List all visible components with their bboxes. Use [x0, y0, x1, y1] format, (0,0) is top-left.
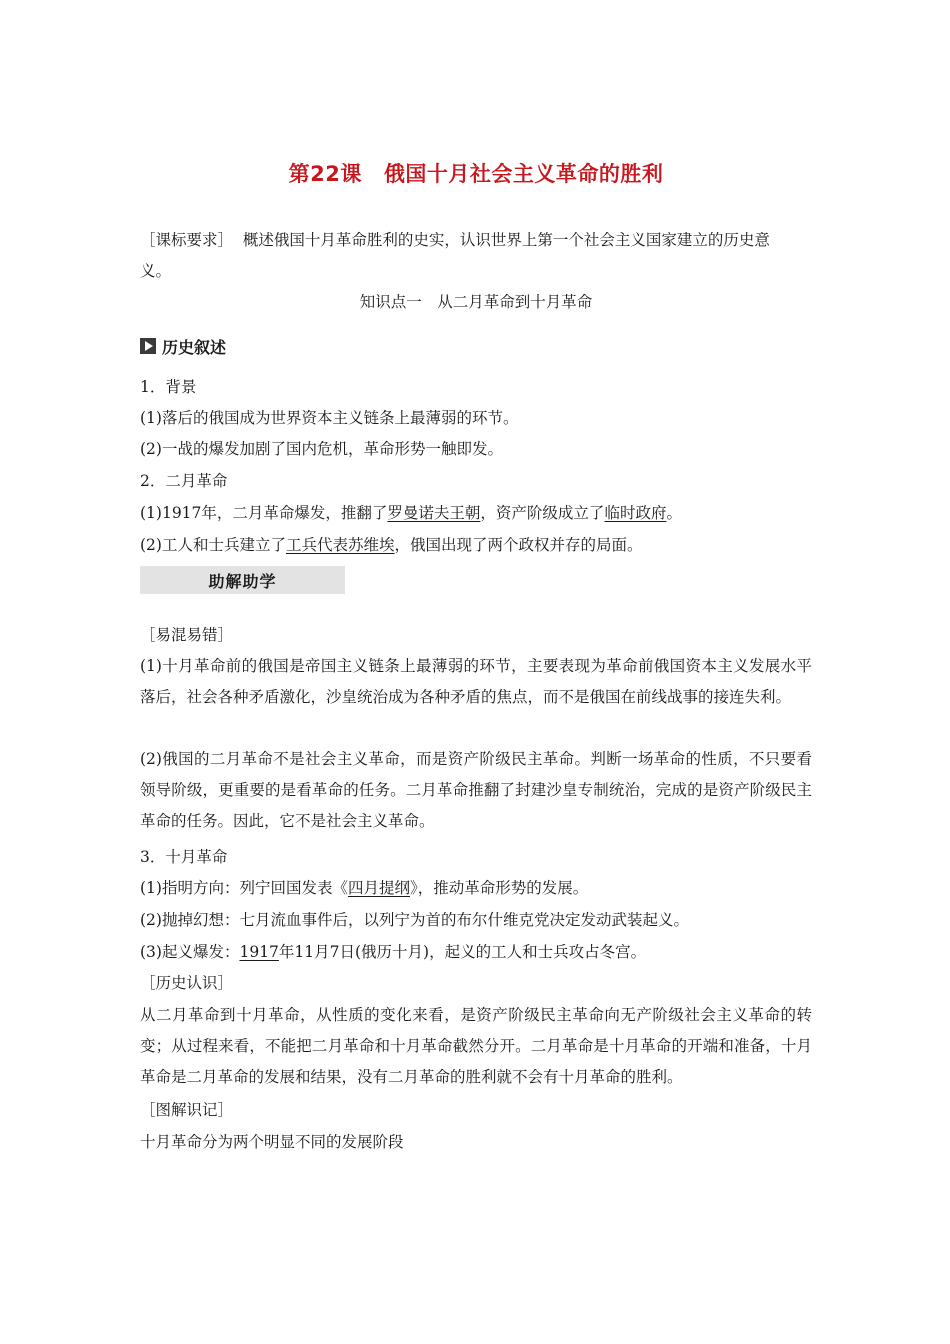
confusion-paragraph-1: (1)十月革命前的俄国是帝国主义链条上最薄弱的环节，主要表现为革命前俄国资本主义发展水平落后，社会各种矛盾激化，沙皇统治成为各种矛盾的焦点，而不是俄国在前线战事的接连失利。	[140, 657, 812, 706]
requirement-text: 概述俄国十月革命胜利的史实，认识世界上第一个社会主义国家建立的历史意	[242, 231, 770, 249]
lesson-title	[140, 158, 812, 188]
section-heading-text: 历史叙述	[162, 337, 227, 357]
background-item-1: (1)落后的俄国成为世界资本主义链条上最薄弱的环节。	[140, 409, 519, 427]
requirement-label: ［课标要求］	[140, 231, 234, 249]
february-item-1-text-a: (1)1917年，二月革命爆发，推翻了	[140, 504, 388, 522]
february-item-1-text-b: ，资产阶级成立了	[480, 504, 605, 522]
study-aid-banner: 助解助学	[140, 566, 345, 594]
february-heading: 2．二月革命	[140, 472, 228, 490]
february-item-1	[140, 498, 812, 529]
section-heading	[140, 334, 226, 358]
october-item-3-text-b: 年11月7日(俄历十月)，起义的工人和士兵攻占冬宫。	[278, 943, 647, 961]
provisional-government-term: 临时政府	[604, 504, 667, 522]
understanding-paragraph: 从二月革命到十月革命，从性质的变化来看，是资产阶级民主革命向无产阶级社会主义革命的转变；从过程来看，不能把二月革命和十月革命截然分开。二月革命是十月革命的开端和准备，十月革命是二月革命的发展和结果，没有二月革命的胜利就不会有十月革命的胜利。	[140, 1006, 812, 1086]
diagram-note-label: ［图解识记］	[140, 1101, 234, 1119]
background-item-2: (2)一战的爆发加剧了国内危机，革命形势一触即发。	[140, 440, 503, 458]
february-item-2	[140, 530, 812, 561]
understanding-label: ［历史认识］	[140, 974, 234, 992]
october-heading: 3．十月革命	[140, 848, 228, 866]
february-item-2-text-b: ，俄国出现了两个政权并存的局面。	[394, 536, 643, 554]
lesson-number: 第22课	[288, 162, 362, 186]
lesson-name: 俄国十月社会主义革命的胜利	[383, 162, 664, 186]
february-item-1-text-c: 。	[666, 504, 682, 522]
background-heading: 1．背景	[140, 378, 197, 396]
october-item-2: (2)抛掉幻想：七月流血事件后，以列宁为首的布尔什维克党决定发动武装起义。	[140, 911, 689, 929]
diagram-note-text: 十月革命分为两个明显不同的发展阶段	[140, 1133, 404, 1151]
october-item-1-text-a: (1)指明方向：列宁回国发表《	[140, 879, 348, 897]
romanov-dynasty-term: 罗曼诺夫王朝	[387, 504, 481, 522]
february-item-2-text-a: (2)工人和士兵建立了	[140, 536, 286, 554]
knowledge-point-heading: 知识点一 从二月革命到十月革命	[359, 293, 593, 311]
soviet-term: 工兵代表苏维埃	[285, 536, 395, 554]
requirement-line-2: 义。	[140, 262, 172, 280]
play-triangle-icon	[140, 338, 156, 354]
requirement-line-1	[140, 225, 812, 256]
october-item-3-text-a: (3)起义爆发：	[140, 943, 240, 961]
confusion-label: ［易混易错］	[140, 626, 234, 644]
year-1917-term: 1917	[239, 943, 279, 961]
october-item-1-text-b: 》，推动革命形势的发展。	[409, 879, 589, 897]
april-theses-term: 四月提纲	[347, 879, 410, 897]
october-item-1	[140, 873, 812, 904]
october-item-3	[140, 937, 812, 968]
confusion-paragraph-2: (2)俄国的二月革命不是社会主义革命，而是资产阶级民主革命。判断一场革命的性质，不只要看领导阶级，更重要的是看革命的任务。二月革命推翻了封建沙皇专制统治，完成的是资产阶级民主革命的任务。因此，它不是社会主义革命。	[140, 750, 812, 830]
